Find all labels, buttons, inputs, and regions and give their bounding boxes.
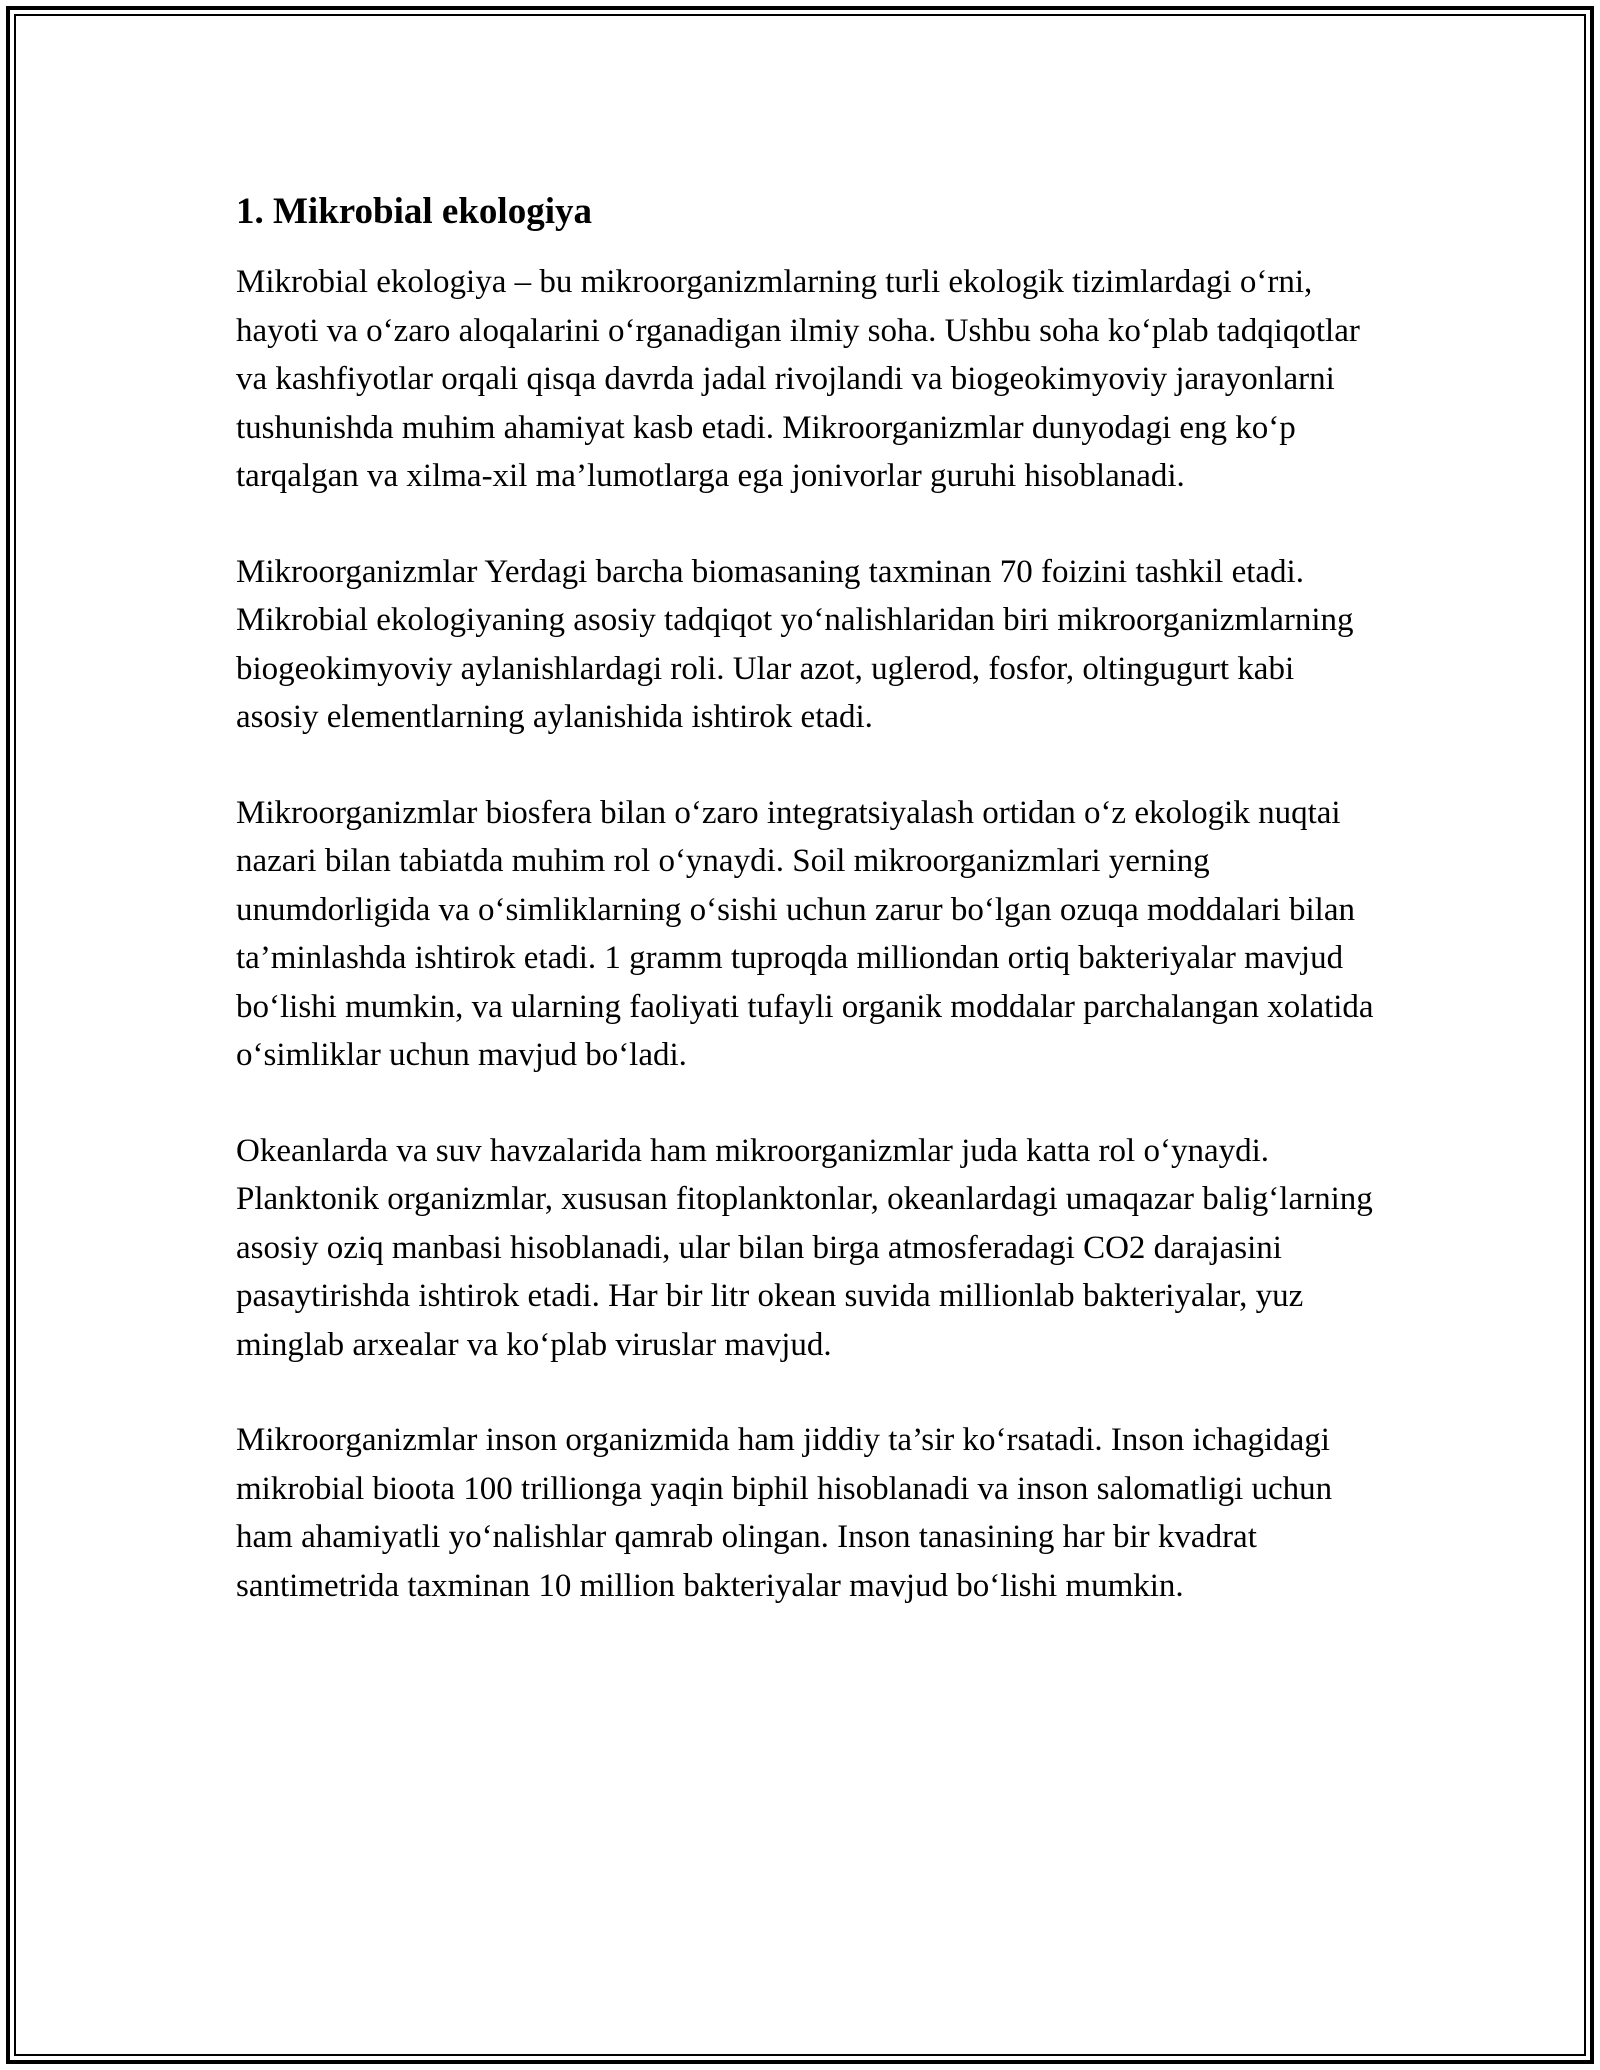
paragraph-5: Mikroorganizmlar inson organizmida ham jiddiy ta’sir ko‘rsatadi. Inson ichagidagi mikrobial bioota 100 trillionga yaqin biphil hisoblanadi va inson salomatligi uchun ham ahamiyatli yo‘nalishlar qamrab olingan. Inson tanasining har bir kvadrat santimetrida taxminan 10 million bakteriyalar mavjud bo‘lishi mumkin.	[236, 1422, 1333, 1604]
paragraph-2: Mikroorganizmlar Yerdagi barcha biomasaning taxminan 70 foizini tashkil etadi. Mikrobial ekologiyaning asosiy tadqiqot yo‘nalishlaridan biri mikroorganizmlarning biogeokimyoviy aylanishlardagi roli. Ular azot, uglerod, fosfor, oltingugurt kabi asosiy elementlarning aylanishida ishtirok etadi.	[236, 553, 1354, 735]
section-title: 1. Mikrobial ekologiya	[236, 191, 592, 232]
paragraph-4: Okeanlarda va suv havzalarida ham mikroorganizmlar juda katta rol o‘ynaydi. Planktonik organizmlar, xususan fitoplanktonlar, okeanlardagi umaqazar balig‘larning asosiy oziq manbasi hisoblanadi, ular bilan birga atmosferadagi CO2 darajasini pasaytirishda ishtirok etadi. Har bir litr okean suvida millionlab bakteriyalar, yuz minglab arxealar va ko‘plab viruslar mavjud.	[236, 1132, 1373, 1363]
document-body	[236, 186, 1376, 1610]
paragraph-1: Mikrobial ekologiya – bu mikroorganizmlarning turli ekologik tizimlardagi o‘rni, hayoti va o‘zaro aloqalarini o‘rganadigan ilmiy soha. Ushbu soha ko‘plab tadqiqotlar va kashfiyotlar orqali qisqa davrda jadal rivojlandi va biogeokimyoviy jarayonlarni tushunishda muhim ahamiyat kasb etadi. Mikroorganizmlar dunyodagi eng ko‘p tarqalgan va xilma-xil ma’lumotlarga ega jonivorlar guruhi hisoblanadi.	[236, 264, 1360, 494]
paragraph-3: Mikroorganizmlar biosfera bilan o‘zaro integratsiyalash ortidan o‘z ekologik nuqtai nazari bilan tabiatda muhim rol o‘ynaydi. Soil mikroorganizmlari yerning unumdorligida va o‘simliklarning o‘sishi uchun zarur bo‘lgan ozuqa moddalari bilan ta’minlashda ishtirok etadi. 1 gramm tuproqda milliondan ortiq bakteriyalar mavjud bo‘lishi mumkin, va ularning faoliyati tufayli organik moddalar parchalangan xolatida o‘simliklar uchun mavjud bo‘ladi.	[236, 794, 1374, 1073]
